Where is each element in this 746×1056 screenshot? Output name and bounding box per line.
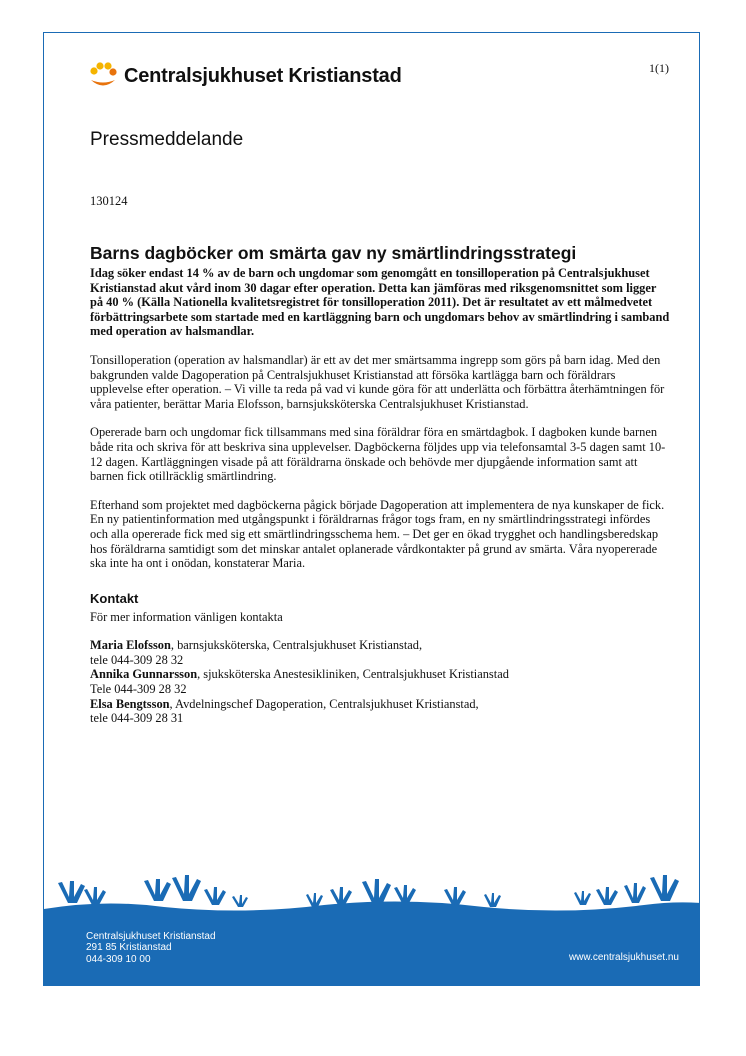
hand-figure-icon [596, 887, 618, 905]
page-number: 1(1) [649, 61, 669, 75]
contact-role: , sjuksköterska Anestesikliniken, Centralsjukhuset Kristianstad [197, 667, 509, 682]
document-page [43, 32, 700, 986]
contact-phone: Tele 044-309 28 32 [90, 682, 187, 697]
hand-figure-icon [144, 879, 171, 901]
contact-name: Elsa Bengtsson [90, 696, 170, 711]
hand-figure-icon [444, 887, 466, 905]
hand-figure-icon [650, 875, 679, 901]
contact-entry [90, 667, 670, 696]
contact-name: Annika Gunnarsson [90, 667, 198, 682]
footer-website-link[interactable]: www.centralsjukhuset.nu [568, 952, 679, 963]
contact-entry [90, 697, 670, 726]
hand-figure-icon [204, 887, 226, 905]
contact-name: Maria Elofsson [90, 638, 171, 653]
hand-figure-icon [484, 893, 501, 907]
footer-address-line: 291 85 Kristianstad [86, 942, 172, 953]
contact-role: , barnsjuksköterska, Centralsjukhuset Kristianstad, [170, 638, 423, 653]
body-paragraph: Tonsilloperation (operation av halsmandlar) är ett av det mer smärtsamma ingrepp som görs på barn idag. Med den bakgrunden valde Dagoperation på Centralsjukhuset Kristianstad att försöka kartlägga barn och föräldrars upplevelse efter operation. – Vi ville ta reda på vad vi kunde göra för att underlätta och förbättra återhämtningen för våra patienter, berättar Maria Elofsson, barnsjuksköterska Centralsjukhuset Kristianstad. [90, 352, 665, 411]
contact-entry [90, 638, 670, 667]
contact-intro: För mer information vänligen kontakta [90, 609, 283, 624]
footer-address [86, 931, 216, 966]
hand-figure-icon [574, 891, 591, 905]
footer-address-line: Centralsjukhuset Kristianstad [86, 930, 216, 942]
organization-logo [88, 60, 402, 92]
hand-figure-icon [172, 875, 201, 901]
headline: Barns dagböcker om smärta gav ny smärtlindringsstrategi [90, 243, 577, 263]
document-type: Pressmeddelande [90, 129, 244, 150]
hand-figure-icon [58, 881, 85, 903]
body-paragraph: Opererade barn och ungdomar fick tillsammans med sina föräldrar föra en smärtdagbok. I dagboken kunde barnen både rita och skriva för att beskriva sina upplevelser. Dagböckerna följdes upp via telefonsamtal 3-5 dagen samt 10-12 dagen. Kartläggningen visade på att föräldrarna önskade och behövde mer djupgående information samt att barnen fick otillräcklig smärtlindring. [90, 425, 666, 484]
contact-phone: tele 044-309 28 31 [90, 711, 184, 726]
body-paragraph: Efterhand som projektet med dagböckerna pågick började Dagoperation att implementera de nya kunskaper de fick. En ny patientinformation med utgångspunkt i föräldrarnas frågor togs fram, en ny smärtlindringsstrategi infördes och alla opererade fick med sig ett smärtlindringsschema hem. – Det ger en ökad trygghet och handlingsberedskap hos föräldrarna samtidigt som det minskar antalet oplanerade vårdkontakter på grund av smärta. Våra nyopererade ska inte ha ont i onödan, konstaterar Maria. [90, 497, 665, 571]
contact-role: , Avdelningschef Dagoperation, Centralsjukhuset Kristianstad, [169, 696, 479, 711]
lead-paragraph: Idag söker endast 14 % av de barn och ungdomar som genomgått en tonsilloperation på Centralsjukhuset Kristianstad akut vård inom 30 dagar efter operation. Detta kan jämföras med riksgenomsnittet som ligger på 40 % (Källa Nationella kvalitetsregistret för tonsilloperation 2011). Det är resultatet av ett målmedvetet förbättringsarbete som startade med en kartläggning barn och ungdomars behov av smärtlindring i samband med operation av halsmandlar. [90, 266, 670, 339]
hand-figure-icon [330, 887, 352, 905]
hand-figure-icon [394, 885, 416, 903]
footer-phone: 044-309 10 00 [86, 953, 151, 965]
contact-heading: Kontakt [90, 590, 139, 606]
hand-figure-icon [84, 887, 106, 905]
sun-logo-icon [88, 61, 118, 91]
hand-figure-icon [362, 879, 391, 905]
hand-figure-icon [232, 895, 248, 907]
contact-phone: tele 044-309 28 32 [90, 652, 184, 667]
organization-name: Centralsjukhuset Kristianstad [124, 64, 402, 87]
contact-list [90, 638, 670, 726]
article-body [90, 242, 670, 726]
hand-figure-icon [624, 883, 646, 903]
footer-banner [44, 869, 700, 985]
document-date: 130124 [90, 194, 128, 208]
hand-figure-icon [306, 893, 323, 907]
